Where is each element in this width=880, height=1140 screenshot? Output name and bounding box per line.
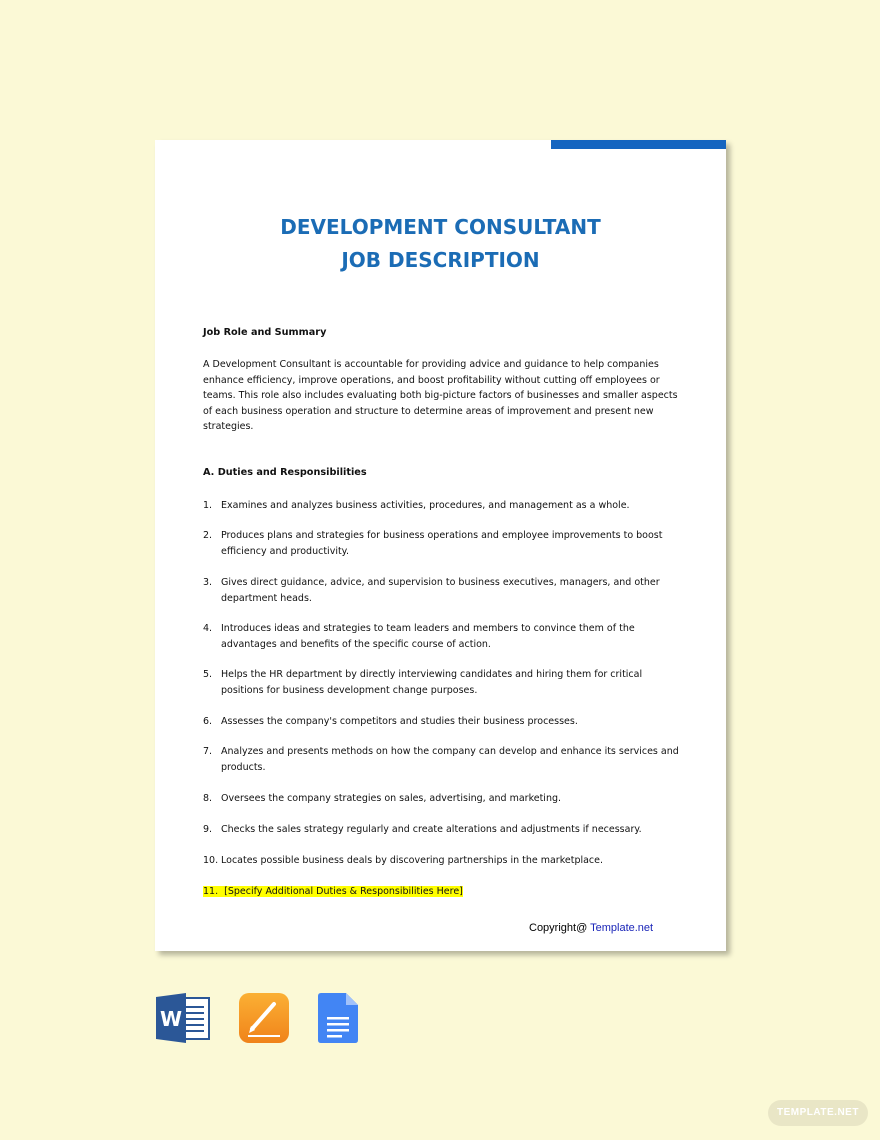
document-title-line2: JOB DESCRIPTION [341,248,540,272]
duty-number: 5. [203,669,213,680]
duty-number: 3. [203,577,213,588]
duty-text: Analyzes and presents methods on how the company can develop and enhance its services and [221,746,679,757]
duty-text: Produces plans and strategies for business operations and employee improvements to boost [221,530,663,541]
duty-text: Oversees the company strategies on sales, advertising, and marketing. [221,793,562,804]
copyright-link[interactable]: Template.net [590,922,654,934]
template-net-watermark: TEMPLATE.NET [768,1100,868,1126]
summary-paragraph [203,357,678,435]
duty-text: Assesses the company's competitors and studies their business processes. [221,716,578,727]
summary-heading: Job Role and Summary [203,327,327,338]
duty-number: 9. [203,824,213,835]
duty-number: 2. [203,530,213,541]
duty-number: 8. [203,793,213,804]
summary-line: of each business operation and structure to determine areas of improvement and present new [203,405,654,417]
duty-text: efficiency and productivity. [221,545,349,557]
accent-bar [551,140,726,149]
duty-text: Locates possible business deals by discovering partnerships in the marketplace. [221,855,604,866]
duty-text: Gives direct guidance, advice, and supervision to business executives, managers, and other [221,577,660,588]
duty-number: 11. [203,886,219,897]
duty-text: Introduces ideas and strategies to team leaders and members to convince them of the [221,623,635,634]
duty-number: 10. [203,855,219,866]
duty-text: advantages and benefits of the specific course of action. [221,638,491,650]
additional-duty-highlight [203,886,463,897]
copyright-prefix: Copyright@ [529,922,591,934]
svg-text:W: W [159,1007,183,1031]
duties-heading: A. Duties and Responsibilities [203,467,367,478]
additional-duty-item [203,884,673,900]
document-page [155,140,726,951]
duty-text: department heads. [221,592,312,604]
summary-line: A Development Consultant is accountable for providing advice and guidance to help companies [203,359,659,370]
duty-number: 1. [203,500,213,511]
summary-line: enhance efficiency, improve operations, and boost profitability without cutting off employees or [203,374,660,386]
duty-number: 6. [203,716,213,727]
duty-number: 7. [203,746,213,757]
duty-text: Helps the HR department by directly interviewing candidates and hiring them for critical [221,669,643,680]
additional-duty-text: [Specify Additional Duties & Responsibilities Here] [224,886,463,897]
duty-text: Examines and analyzes business activities, procedures, and management as a whole. [221,500,630,511]
summary-line: strategies. [203,421,254,432]
pages-icon[interactable] [238,993,290,1043]
copyright [529,922,653,934]
duty-text: Checks the sales strategy regularly and create alterations and adjustments if necessary. [221,824,642,835]
word-icon[interactable] [156,993,208,1043]
document-title-line1: DEVELOPMENT CONSULTANT [280,215,601,239]
duty-text: products. [221,761,266,773]
duty-number: 4. [203,623,213,634]
duty-text: positions for business development change purposes. [221,684,478,696]
google-docs-icon[interactable] [318,993,370,1043]
summary-line: teams. This role also includes evaluating both big-picture factors of businesses and smaller aspects [203,390,678,401]
